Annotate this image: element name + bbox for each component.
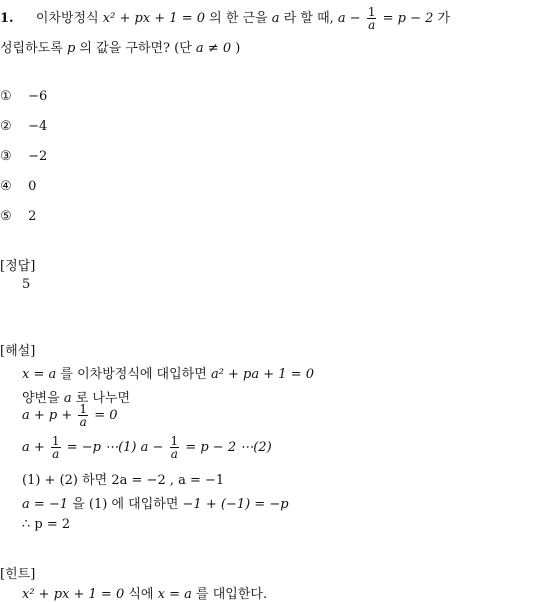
fraction-denominator: a bbox=[368, 18, 376, 32]
solution-line bbox=[22, 403, 117, 428]
math: a = −1 bbox=[22, 497, 69, 512]
choice-value: −6 bbox=[28, 89, 48, 104]
solution-label: [해설] bbox=[0, 344, 36, 359]
choice-mark: ① bbox=[0, 89, 12, 104]
math: = p − 2 ⋯(2) bbox=[185, 440, 272, 455]
choice-value: −4 bbox=[28, 119, 48, 134]
condition-right: = p − 2 bbox=[382, 11, 434, 26]
fraction-numerator: 1 bbox=[51, 434, 60, 448]
fraction bbox=[51, 435, 61, 460]
math: x² + px + 1 = 0 bbox=[22, 587, 125, 602]
math: x = a bbox=[22, 367, 57, 382]
choice-value: 2 bbox=[28, 209, 37, 224]
variable-a: a bbox=[271, 11, 280, 26]
question-text: 가 bbox=[437, 11, 451, 26]
fraction bbox=[170, 435, 180, 460]
equation: x² + px + 1 = 0 bbox=[102, 11, 206, 26]
math: a bbox=[63, 391, 72, 406]
choice-3[interactable] bbox=[0, 149, 47, 164]
math: = 0 bbox=[94, 408, 118, 423]
question-text: ) bbox=[235, 41, 241, 56]
choice-5[interactable] bbox=[0, 209, 36, 224]
choice-mark: ⑤ bbox=[0, 209, 12, 224]
solution-text: 를 이차방정식에 대입하면 bbox=[60, 367, 207, 382]
fraction-denominator: a bbox=[79, 415, 87, 429]
hint-text: 식에 bbox=[128, 587, 154, 602]
question-line-1 bbox=[0, 6, 450, 31]
hint-label: [힌트] bbox=[0, 567, 36, 582]
math: a² + pa + 1 = 0 bbox=[210, 367, 314, 382]
solution-line: (1) + (2) 하면 2a = −2 , a = −1 bbox=[22, 473, 225, 488]
math: a + bbox=[22, 440, 45, 455]
choice-mark: ③ bbox=[0, 149, 12, 164]
answer-label: [정답] bbox=[0, 259, 36, 274]
math: −1 + (−1) = −p bbox=[182, 497, 289, 512]
choice-mark: ② bbox=[0, 119, 12, 134]
question-text: 라 할 때, bbox=[283, 11, 334, 26]
solution-text: 양변을 bbox=[22, 391, 60, 406]
fraction bbox=[78, 403, 88, 428]
choice-2[interactable] bbox=[0, 119, 47, 134]
condition-left: a − bbox=[337, 11, 361, 26]
choice-1[interactable] bbox=[0, 89, 47, 104]
fraction-denominator: a bbox=[170, 447, 178, 461]
math: a + p + bbox=[22, 408, 73, 423]
math: = −p ⋯(1) a − bbox=[66, 440, 164, 455]
solution-line: ∴ p = 2 bbox=[22, 517, 71, 532]
fraction bbox=[367, 6, 377, 31]
solution-line bbox=[22, 493, 289, 512]
fraction-denominator: a bbox=[52, 447, 60, 461]
choice-value: −2 bbox=[28, 149, 48, 164]
fraction-numerator: 1 bbox=[367, 5, 376, 19]
hint-text: 를 대입한다. bbox=[196, 587, 268, 602]
hint-line bbox=[22, 583, 267, 602]
solution-text: 을 (1) 에 대입하면 bbox=[72, 497, 179, 512]
fraction-numerator: 1 bbox=[170, 434, 179, 448]
question-text: 의 값을 구하면? (단 bbox=[79, 41, 192, 56]
condition-2: a ≠ 0 bbox=[195, 41, 232, 56]
question-number: 1. bbox=[0, 11, 14, 26]
choice-4[interactable] bbox=[0, 179, 36, 194]
math: x = a bbox=[157, 587, 192, 602]
question-text: 성립하도록 bbox=[0, 41, 63, 56]
solution-line bbox=[22, 435, 272, 460]
question-text: 의 한 근을 bbox=[209, 11, 268, 26]
fraction-numerator: 1 bbox=[79, 402, 88, 416]
question-text: 이차방정식 bbox=[35, 11, 99, 26]
question-line-2 bbox=[0, 37, 240, 56]
solution-text: 로 나누면 bbox=[75, 391, 131, 406]
solution-line bbox=[22, 363, 314, 382]
choice-value: 0 bbox=[28, 179, 37, 194]
variable-p: p bbox=[66, 41, 76, 56]
answer-value: 5 bbox=[22, 277, 31, 292]
choice-mark: ④ bbox=[0, 179, 12, 194]
